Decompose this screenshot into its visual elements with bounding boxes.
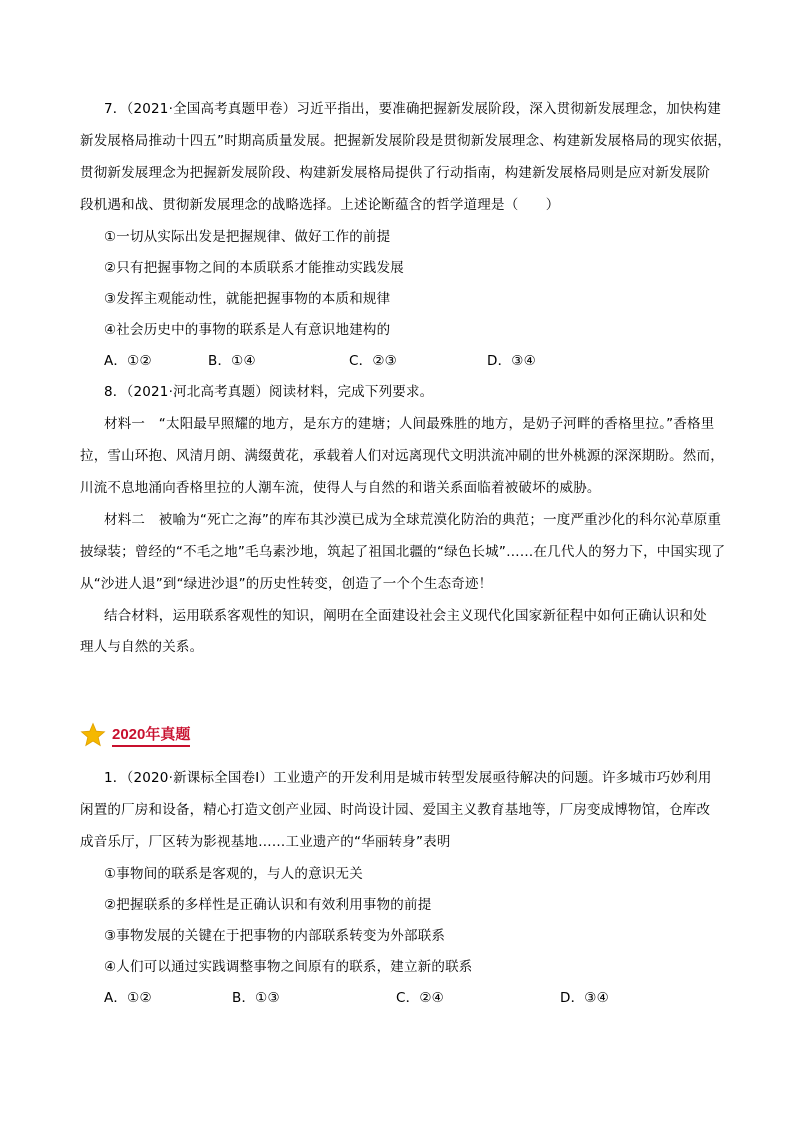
q7-stem-line-2: 新发展格局推动十四五”时期高质量发展。把握新发展阶段是贯彻新发展理念、构建新发展格局的现实依据， [80, 133, 732, 149]
star-icon [80, 722, 106, 748]
q7-stem-line-4: 段机遇和战、贯彻新发展理念的战略选择。上述论断蕴含的哲学道理是（ ） [80, 197, 560, 213]
q1-item-4: ④人们可以通过实践调整事物之间原有的联系，建立新的联系 [104, 959, 473, 975]
q8-stem: 8．（2021·河北高考真题）阅读材料，完成下列要求。 [104, 384, 434, 400]
q8-requirement-line-1: 结合材料，运用联系客观性的知识，阐明在全面建设社会主义现代化国家新征程中如何正确认识和处 [104, 608, 707, 624]
q8-material-1-line-2: 拉，雪山环抱、风清月朗、满缀黄花，承载着人们对远离现代文明洪流冲刷的世外桃源的深深期盼。然而， [80, 448, 724, 464]
q7-item-2: ②只有把握事物之间的本质联系才能推动实践发展 [104, 260, 405, 276]
q8-requirement-line-2: 理人与自然的关系。 [80, 639, 204, 655]
q7-option-c: C．②③ [349, 353, 397, 369]
q1-stem-line-1: 1．（2020·新课标全国卷Ⅰ）工业遗产的开发利用是城市转型发展亟待解决的问题。许多城市巧妙利用 [104, 770, 712, 786]
q1-stem-line-2: 闲置的厂房和设备，精心打造文创产业园、时尚设计园、爱国主义教育基地等，厂房变成博物馆，仓库改 [80, 802, 711, 818]
q8-material-2-line-2: 披绿装；曾经的“不毛之地”毛乌素沙地，筑起了祖国北疆的“绿色长城”……在几代人的努力下，中国实现了 [80, 544, 726, 560]
q1-item-2: ②把握联系的多样性是正确认识和有效利用事物的前提 [104, 897, 432, 913]
q7-option-b: B．①④ [208, 353, 256, 369]
q8-material-1-line-1: 材料一 “太阳最早照耀的地方，是东方的建塘；人间最殊胜的地方，是奶子河畔的香格里拉。”香格里 [104, 416, 715, 432]
q7-item-1: ①一切从实际出发是把握规律、做好工作的前提 [104, 229, 391, 245]
q7-item-4: ④社会历史中的事物的联系是人有意识地建构的 [104, 322, 391, 338]
q8-material-2-line-3: 从“沙进人退”到“绿进沙退”的历史性转变，创造了一个个生态奇迹！ [80, 576, 493, 592]
q1-option-c: C．②④ [396, 990, 444, 1006]
q8-material-1-line-3: 川流不息地涌向香格里拉的人潮车流，使得人与自然的和谐关系面临着被破坏的威胁。 [80, 480, 601, 496]
q1-option-a: A．①② [104, 990, 152, 1006]
q7-option-a: A．①② [104, 353, 152, 369]
q7-item-3: ③发挥主观能动性，就能把握事物的本质和规律 [104, 291, 391, 307]
q7-option-d: D．③④ [487, 353, 536, 369]
section-title: 2020年真题 [112, 723, 190, 747]
q8-material-2-line-1: 材料二 被喻为“死亡之海”的库布其沙漠已成为全球荒漠化防治的典范；一度严重沙化的科尔沁草原重 [104, 512, 722, 528]
q1-item-1: ①事物间的联系是客观的，与人的意识无关 [104, 866, 363, 882]
section-heading [80, 722, 190, 748]
q7-stem-line-1: 7．（2021·全国高考真题甲卷）习近平指出，要准确把握新发展阶段，深入贯彻新发展理念，加快构建 [104, 101, 722, 117]
q1-item-3: ③事物发展的关键在于把事物的内部联系转变为外部联系 [104, 928, 446, 944]
q7-stem-line-3: 贯彻新发展理念为把握新发展阶段、构建新发展格局提供了行动指南，构建新发展格局则是应对新发展阶 [80, 165, 711, 181]
q1-option-b: B．①③ [232, 990, 280, 1006]
q1-stem-line-3: 成音乐厅，厂区转为影视基地……工业遗产的“华丽转身”表明 [80, 834, 451, 850]
q1-option-d: D．③④ [560, 990, 609, 1006]
